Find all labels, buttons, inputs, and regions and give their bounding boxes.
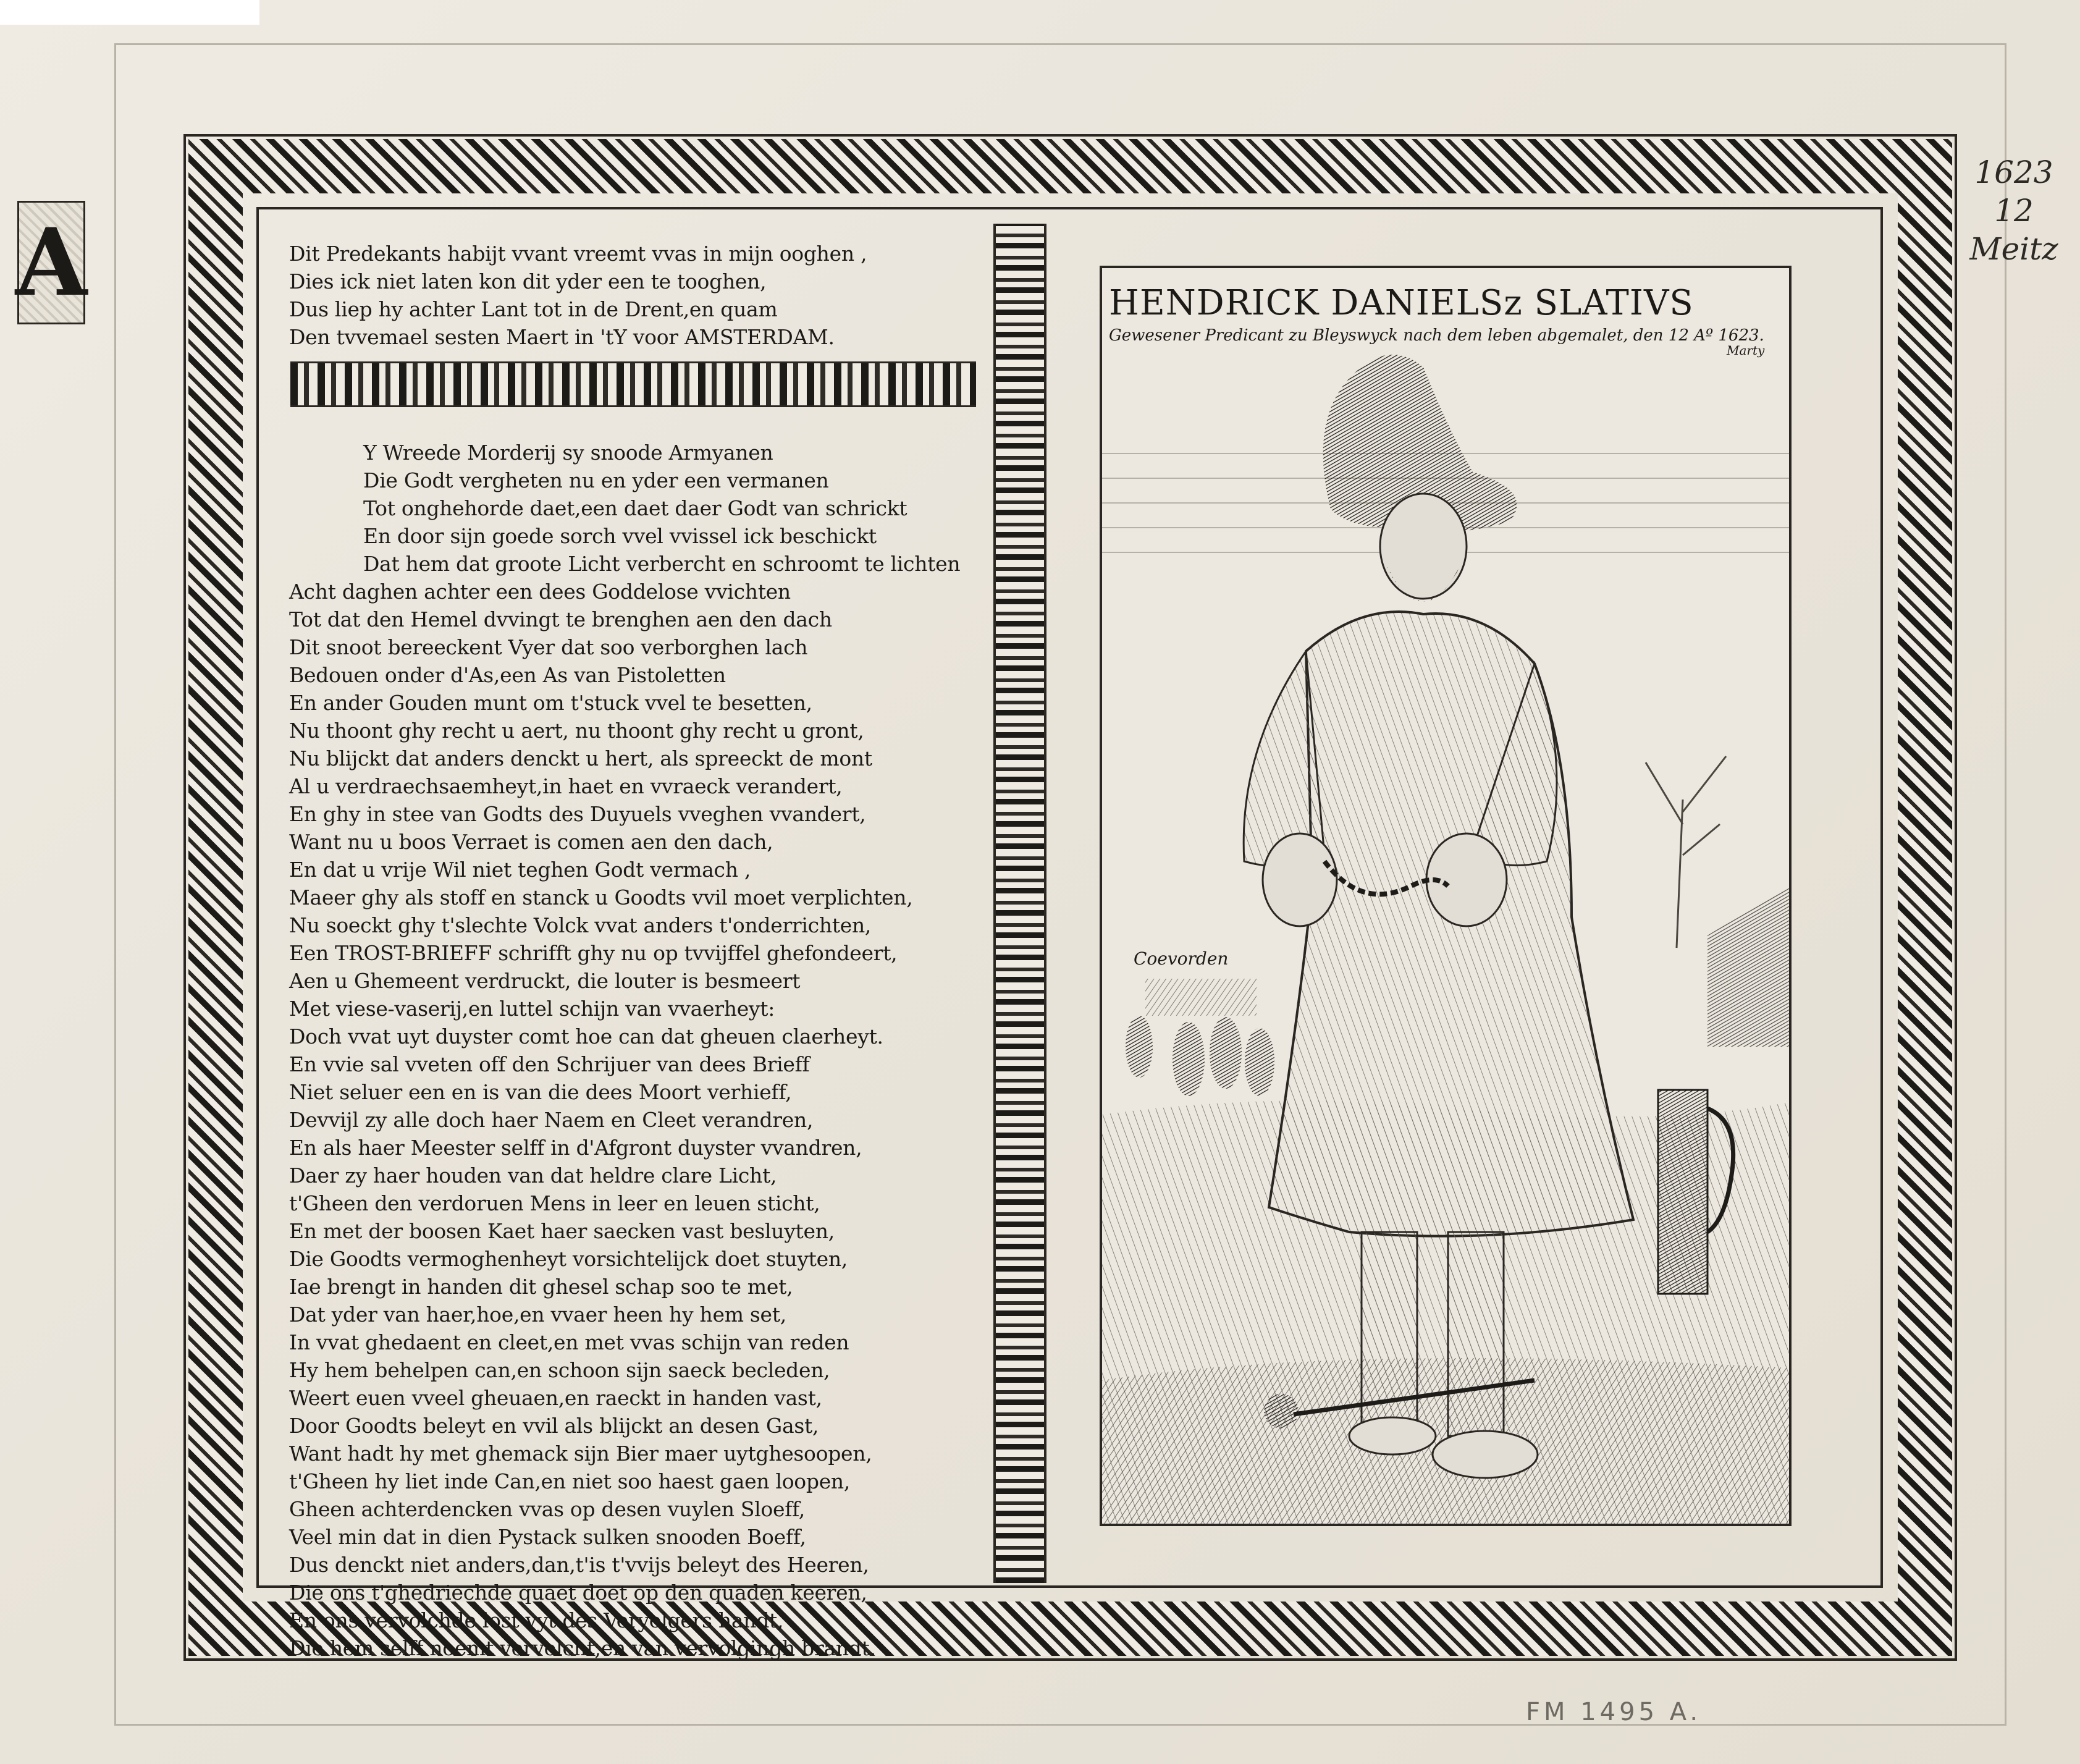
poem-intro-line: Dus liep hy achter Lant tot in de Drent,en quam [289, 297, 778, 321]
poem-line: Nu blijckt dat anders denckt u hert, als spreeckt de mont [289, 746, 872, 770]
poem-line: Maeer ghy als stoff en stanck u Goodts vvil moet verplichten, [289, 885, 913, 909]
poem-line: Y Wreede Morderij sy snoode Armyanen [363, 441, 773, 465]
right-shoe [1433, 1431, 1538, 1478]
poem-line: En ons vervolchde lost vyt des Veryolgers handt, [289, 1608, 784, 1632]
house [1707, 886, 1789, 1047]
poem-line: Met viese-vaserij,en luttel schijn van vvaerheyt: [289, 997, 775, 1021]
note-year-line: 1623 [1974, 154, 2053, 190]
poem-line: Dus denckt niet anders,dan,t'is t'vvijs beleyt des Heeren, [289, 1553, 869, 1577]
portrait-title: HENDRICK DANIELSz SLATIVS [1109, 283, 1694, 323]
poem-line: Doch vvat uyt duyster comt hoe can dat gheuen claerheyt. [289, 1024, 883, 1049]
poem-line: Nu thoont ghy recht u aert, nu thoont ghy recht u gront, [289, 719, 864, 743]
left-mitten [1263, 833, 1337, 926]
poem-intro-line: Dies ick niet laten kon dit yder een te tooghen, [289, 269, 767, 293]
poem-line: Daer zy haer houden van dat heldre clare Licht, [289, 1163, 777, 1188]
poem-line: Een TROST-BRIEFF schrifft ghy nu op tvvijffel ghefondeert, [289, 941, 898, 965]
poem-line: Niet seluer een en is van die dees Moort verhieff, [289, 1080, 792, 1104]
poem-line: Dat hem dat groote Licht verbercht en schroomt te lichten [363, 552, 961, 576]
poem-line: Tot dat den Hemel dvvingt te brenghen aen den dach [289, 607, 832, 631]
poem-intro-line: Den tvvemael sesten Maert in 'tY voor AMSTERDAM. [289, 325, 835, 349]
plate-mark-top [114, 43, 2005, 45]
poem-line: Acht daghen achter een dees Goddelose vvichten [289, 580, 791, 604]
note-day-line: 12 [1994, 193, 2034, 229]
poem-line: Dat yder van haer,hoe,en vvaer heen hy hem set, [289, 1302, 786, 1327]
subtitle-month: Marty [1727, 343, 1765, 358]
poem-line: Want hadt hy met ghemack sijn Bier maer uytghesoopen, [289, 1441, 872, 1466]
poem-line: Devvijl zy alle doch haer Naem en Cleet verandren, [289, 1108, 814, 1132]
bare-tree [1646, 756, 1726, 948]
poem-line: En als haer Meester selff in d'Afgront duyster vvandren, [289, 1136, 862, 1160]
poem-line: En vvie sal vveten off den Schrijuer van dees Brieff [289, 1052, 810, 1076]
poem-line: En met der boosen Kaet haer saecken vast besluyten, [289, 1219, 835, 1243]
poem-column [289, 240, 993, 1660]
poem-intro-line: Dit Predekants habijt vvant vreemt vvas in mijn ooghen , [289, 242, 867, 266]
dropcap-initial: A [17, 201, 85, 324]
town-coevorden [1145, 979, 1257, 1016]
soldiers-group [1126, 1016, 1274, 1096]
poem-line: En ghy in stee van Godts des Duyuels vveghen vvandert, [289, 802, 866, 826]
shackle-ball [1264, 1394, 1299, 1429]
poem-line: t'Gheen den verdoruen Mens in leer en leuen sticht, [289, 1191, 820, 1215]
poem-line: Tot onghehorde daet,een daet daer Godt van schrickt [363, 496, 907, 520]
poem-line: En ander Gouden munt om t'stuck vvel te besetten, [289, 691, 812, 715]
left-shoe [1349, 1417, 1436, 1454]
poem-line: En dat u vrije Wil niet teghen Godt vermach , [289, 858, 751, 882]
poem-line: Die hem selff noemt vervolcht,en van vervolgingh brandt. [289, 1636, 876, 1660]
plate-mark-right [2005, 43, 2006, 1724]
coat [1269, 612, 1633, 1236]
poem-line: Aen u Ghemeent verdruckt, die louter is besmeert [289, 969, 801, 993]
poem-line: Veel min dat in dien Pystack sulken snooden Boeff, [289, 1525, 806, 1549]
place-label: Coevorden [1134, 948, 1229, 969]
poem-line: Nu soeckt ghy t'slechte Volck vvat anders t'onderrichten, [289, 913, 872, 937]
poem-line: Die ons t'ghedriechde quaet doet op den quaden keeren, [289, 1580, 867, 1605]
plate-mark-left [114, 43, 116, 1724]
poem-line: In vvat ghedaent en cleet,en met vvas schijn van reden [289, 1330, 849, 1354]
poem-line: Want nu u boos Verraet is comen aen den dach, [289, 830, 773, 854]
portrait-subtitle: Gewesener Predicant zu Bleyswyck nach dem leben abgemalet, den 12 Aº 1623. [1109, 326, 1764, 345]
torn-corner [0, 0, 259, 25]
poem-line: Hy hem behelpen can,en schoon sijn saeck becleden, [289, 1358, 830, 1382]
engraving-panel [1100, 266, 1792, 1526]
ornamental-column-divider [993, 224, 1046, 1583]
beer-tankard [1658, 1090, 1707, 1294]
right-leg [1448, 1232, 1504, 1436]
plate-mark-bottom [114, 1724, 2006, 1726]
poem-line: Weert euen vveel gheuaen,en raeckt in handen vast, [289, 1386, 822, 1410]
poem-intro [289, 240, 993, 351]
catalog-number: FM 1495 A. [1526, 1698, 1702, 1726]
poem-line: En door sijn goede sorch vvel vvissel ick beschickt [363, 524, 877, 548]
poem-line: t'Gheen hy liet inde Can,en niet soo haest gaen loopen, [289, 1469, 851, 1493]
poem-line: Die Goodts vermoghenheyt vorsichtelijck doet stuyten, [289, 1247, 848, 1271]
portrait-engraving [1102, 268, 1789, 1524]
poem-line: Gheen achterdencken vvas op desen vuylen Sloeff, [289, 1497, 806, 1521]
poem-line: Door Goodts beleyt en vvil als blijckt an desen Gast, [289, 1414, 819, 1438]
poem-line: Al u verdraechsaemheyt,in haet en vvraeck verandert, [289, 774, 843, 798]
poem-line: Bedouen onder d'As,een As van Pistoletten [289, 663, 726, 687]
ornamental-band [290, 361, 976, 407]
note-month-line: Meitz [1969, 231, 2058, 267]
poem-line: Die Godt vergheten nu en yder een vermanen [363, 468, 829, 492]
handwritten-date-note [1961, 153, 2066, 268]
face [1380, 494, 1467, 599]
poem-line: Dit snoot bereeckent Vyer dat soo verborghen lach [289, 635, 808, 659]
poem-body [289, 439, 960, 1662]
poem-line: Iae brengt in handen dit ghesel schap soo te met, [289, 1275, 793, 1299]
